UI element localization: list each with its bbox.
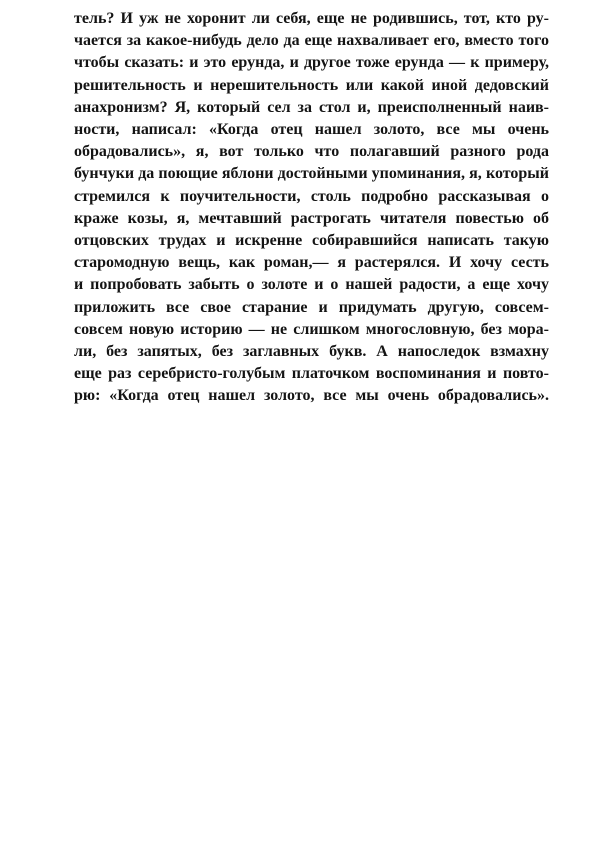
text-line: тель? И уж не хоронит ли себя, еще не родившись, тот, кто ру- [74, 10, 549, 27]
text-line: краже козы, я, мечтавший растрогать читателя повестью об [74, 209, 549, 227]
text-line: решительность и нерешительность или какой иной дедовский [74, 76, 549, 94]
text-line: старомодную вещь, как роман,— я растерялся. И хочу сесть [74, 254, 549, 272]
text-line: обрадовались», я, вот только что полагавший разного рода [74, 143, 549, 161]
text-line: анахронизм? Я, который сел за стол и, преисполненный наив- [74, 98, 549, 116]
document-body-text [74, 8, 549, 408]
text-line: рю: «Когда отец нашел золото, все мы очень обрадовались». [74, 387, 549, 405]
text-line: ли, без запятых, без заглавных букв. А напоследок взмахну [74, 343, 549, 361]
text-line: отцовских трудах и искренне собиравшийся написать такую [74, 232, 549, 250]
text-line: приложить все свое старание и придумать другую, совсем- [74, 298, 549, 316]
text-line: совсем новую историю — не слишком многословную, без мора- [74, 320, 549, 338]
text-line: и попробовать забыть о золоте и о нашей радости, а еще хочу [74, 276, 549, 294]
text-line: стремился к поучительности, столь подробно рассказывая о [74, 187, 549, 205]
text-line: чается за какое-нибудь дело да еще нахваливает его, вместо того [74, 32, 549, 50]
text-line: ности, написал: «Когда отец нашел золото, все мы очень [74, 121, 549, 139]
text-line: чтобы сказать: и это ерунда, и другое тоже ерунда — к примеру, [74, 54, 549, 72]
text-line: бунчуки да поющие яблони достойными упоминания, я, который [74, 165, 549, 183]
text-line: еще раз серебристо-голубым платочком воспоминания и повто- [74, 365, 549, 383]
